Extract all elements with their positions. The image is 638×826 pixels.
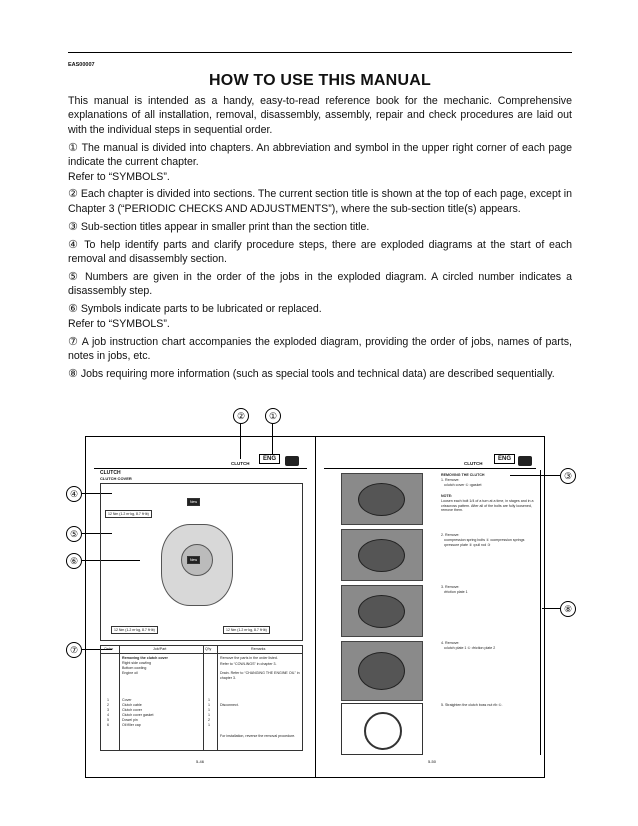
right-page-number: 5-50 <box>428 759 437 764</box>
instruction-item <box>68 270 572 299</box>
job-heading: Removing the clutch cover <box>122 656 168 660</box>
item-text: Symbols indicate parts to be lubricated or replaced. <box>77 303 322 316</box>
header-rule <box>324 468 536 469</box>
circled-number: ⑤ <box>68 269 80 283</box>
step: 1. Remove: <box>441 478 460 482</box>
step-items: •clutch cover ① •gasket <box>444 483 482 487</box>
clutch-photo <box>341 585 423 637</box>
instruction-item <box>68 220 572 234</box>
job-row-qty: 1 <box>208 698 210 702</box>
instruction-item <box>68 367 572 381</box>
instruction-item <box>68 302 572 331</box>
item-text: Each chapter is divided into sections. The current section title is shown at the top of each page, except in Chapter 3 (“PERIODIC CHECKS AND ADJUSTMENTS”), where the sub-section title(s) appears. <box>68 188 572 215</box>
job-row-qty: 2 <box>208 718 210 722</box>
job-row-part: Clutch cover gasket <box>122 713 154 717</box>
step: 2. Remove: <box>441 533 460 537</box>
step-items: •friction plate 1 <box>444 590 468 594</box>
job-row-remark: Disconnect. <box>220 703 239 707</box>
left-subtitle: CLUTCH COVER <box>100 476 132 481</box>
remark: Drain. Refer to “CHANGING THE ENGINE OIL” in chapter 3. <box>220 671 300 680</box>
table-rule <box>119 646 120 750</box>
torque-spec: 12 Nm (1.2 m·kg, 8.7 ft·lb) <box>223 626 270 634</box>
job-row-qty: 1 <box>208 708 210 712</box>
engine-icon <box>285 456 299 466</box>
note-text: Loosen each bolt 1/4 of a turn at a time, in stages and in a crisscross pattern. After all of the bolts are fully loosened, remove them. <box>441 499 534 513</box>
instruction-item <box>68 187 572 216</box>
right-section-title: CLUTCH <box>464 461 483 466</box>
callout-4: ④ <box>66 486 82 502</box>
item-text: Numbers are given in the order of the jobs in the exploded diagram. A circled number indicates a disassembly step. <box>68 270 572 298</box>
note-label: NOTE: <box>441 494 453 498</box>
table-rule <box>101 653 302 654</box>
table-rule <box>217 646 218 750</box>
callout-6: ⑥ <box>66 553 82 569</box>
clutch-photo <box>341 473 423 525</box>
job-row-order: 5 <box>107 718 109 722</box>
callout-7: ⑦ <box>66 642 82 658</box>
callout-8: ⑧ <box>560 601 576 617</box>
left-title: CLUTCH <box>100 470 121 476</box>
remark: For installation, reverse the removal procedure. <box>220 734 296 738</box>
spread-divider <box>315 437 316 777</box>
job-row-part: Clutch cable <box>122 703 142 707</box>
instruction-item <box>68 238 572 267</box>
instruction-item <box>68 335 572 364</box>
job-row-part: Dowel pin <box>122 718 138 722</box>
header-rule <box>94 468 307 469</box>
step: 5. Straighten the clutch boss nut rib ①. <box>441 703 503 707</box>
top-rule <box>68 52 572 53</box>
table-header: Order <box>104 647 114 651</box>
torque-spec: 12 Nm (1.2 m·kg, 8.7 ft·lb) <box>111 626 158 634</box>
item-text: A job instruction chart accompanies the exploded diagram, providing the order of jobs, names of parts, notes in jobs, etc. <box>68 335 572 362</box>
table-header: Remarks <box>251 647 266 651</box>
body-text <box>68 94 572 385</box>
items-list <box>68 141 572 382</box>
step-items: •compression spring bolts ① •compression springs •pressure plate ② •pull rod ③ <box>444 538 525 547</box>
callout-1: ① <box>265 408 281 424</box>
job-pre: Bottom cowling <box>122 666 147 670</box>
circled-number: ② <box>68 187 78 201</box>
callout-3: ③ <box>560 468 576 484</box>
circled-number: ① <box>68 140 79 154</box>
left-section-title: CLUTCH <box>231 461 250 466</box>
remark: Remove the parts in the order listed. <box>220 656 278 660</box>
new-badge: New <box>187 556 200 564</box>
clutch-photo <box>341 529 423 581</box>
left-eng-badge: ENG <box>259 454 280 464</box>
exploded-diagram <box>100 483 303 641</box>
circled-number: ⑥ <box>68 302 78 316</box>
callout-5: ⑤ <box>66 526 82 542</box>
table-header: Q'ty <box>205 647 212 651</box>
job-row-order: 2 <box>107 703 109 707</box>
job-row-part: Cover <box>122 698 132 702</box>
item-text: Jobs requiring more information (such as special tools and technical data) are described sequentially. <box>77 367 555 380</box>
job-pre: Engine oil <box>122 671 138 675</box>
new-badge: New <box>187 498 200 506</box>
intro-paragraph: This manual is intended as a handy, easy-to-read reference book for the mechanic. Comprehensive explanations of all installation, removal, disassembly, assembly, repair and check procedures are laid out with the individual steps in sequential order. <box>68 95 572 136</box>
item-reference: Refer to “SYMBOLS”. <box>68 317 170 330</box>
job-row-order: 1 <box>107 698 109 702</box>
job-row-order: 4 <box>107 713 109 717</box>
job-pre: Right side cowling <box>122 661 151 665</box>
callout-2: ② <box>233 408 249 424</box>
clutch-photo <box>341 641 423 701</box>
table-rule <box>203 646 204 750</box>
job-row-part: Oil filler cap <box>122 723 141 727</box>
job-row-qty: 1 <box>208 723 210 727</box>
job-row-part: Clutch cover <box>122 708 142 712</box>
nut-ring <box>364 712 402 750</box>
table-header: Job/Part <box>153 647 167 651</box>
step: 4. Remove: <box>441 641 460 645</box>
job-chart <box>100 645 303 751</box>
circled-number: ④ <box>68 237 80 251</box>
circled-number: ⑦ <box>68 334 79 348</box>
item-text: To help identify parts and clarify procedure steps, there are exploded diagrams at the start of each removal and disassembly section. <box>68 238 572 266</box>
job-row-order: 3 <box>107 708 109 712</box>
instruction-item <box>68 141 572 184</box>
step: 3. Remove: <box>441 585 460 589</box>
step-items: •clutch plate 1 ① •friction plate 2 <box>444 646 496 650</box>
circled-number: ③ <box>68 219 78 233</box>
engine-icon <box>518 456 532 466</box>
circled-number: ⑧ <box>68 366 78 380</box>
job-row-qty: 1 <box>208 703 210 707</box>
job-row-order: 6 <box>107 723 109 727</box>
item-reference: Refer to “SYMBOLS”. <box>68 170 170 183</box>
sample-spread <box>85 436 545 778</box>
remark: Refer to “COWLINGS” in chapter 3. <box>220 662 277 666</box>
sub-section-title: REMOVING THE CLUTCH <box>441 473 485 477</box>
left-page-number: 5-46 <box>196 759 205 764</box>
job-row-qty: 1 <box>208 713 210 717</box>
item-text: The manual is divided into chapters. An abbreviation and symbol in the upper right corner of each page indicate the current chapter. <box>68 141 572 169</box>
right-eng-badge: ENG <box>494 454 515 464</box>
page-title: HOW TO USE THIS MANUAL <box>209 72 431 89</box>
nut-drawing <box>341 703 423 755</box>
document-code: EAS00007 <box>68 62 95 68</box>
item-text: Sub-section titles appear in smaller print than the section title. <box>77 220 370 233</box>
torque-spec: 12 Nm (1.2 m·kg, 8.7 ft·lb) <box>105 510 152 518</box>
